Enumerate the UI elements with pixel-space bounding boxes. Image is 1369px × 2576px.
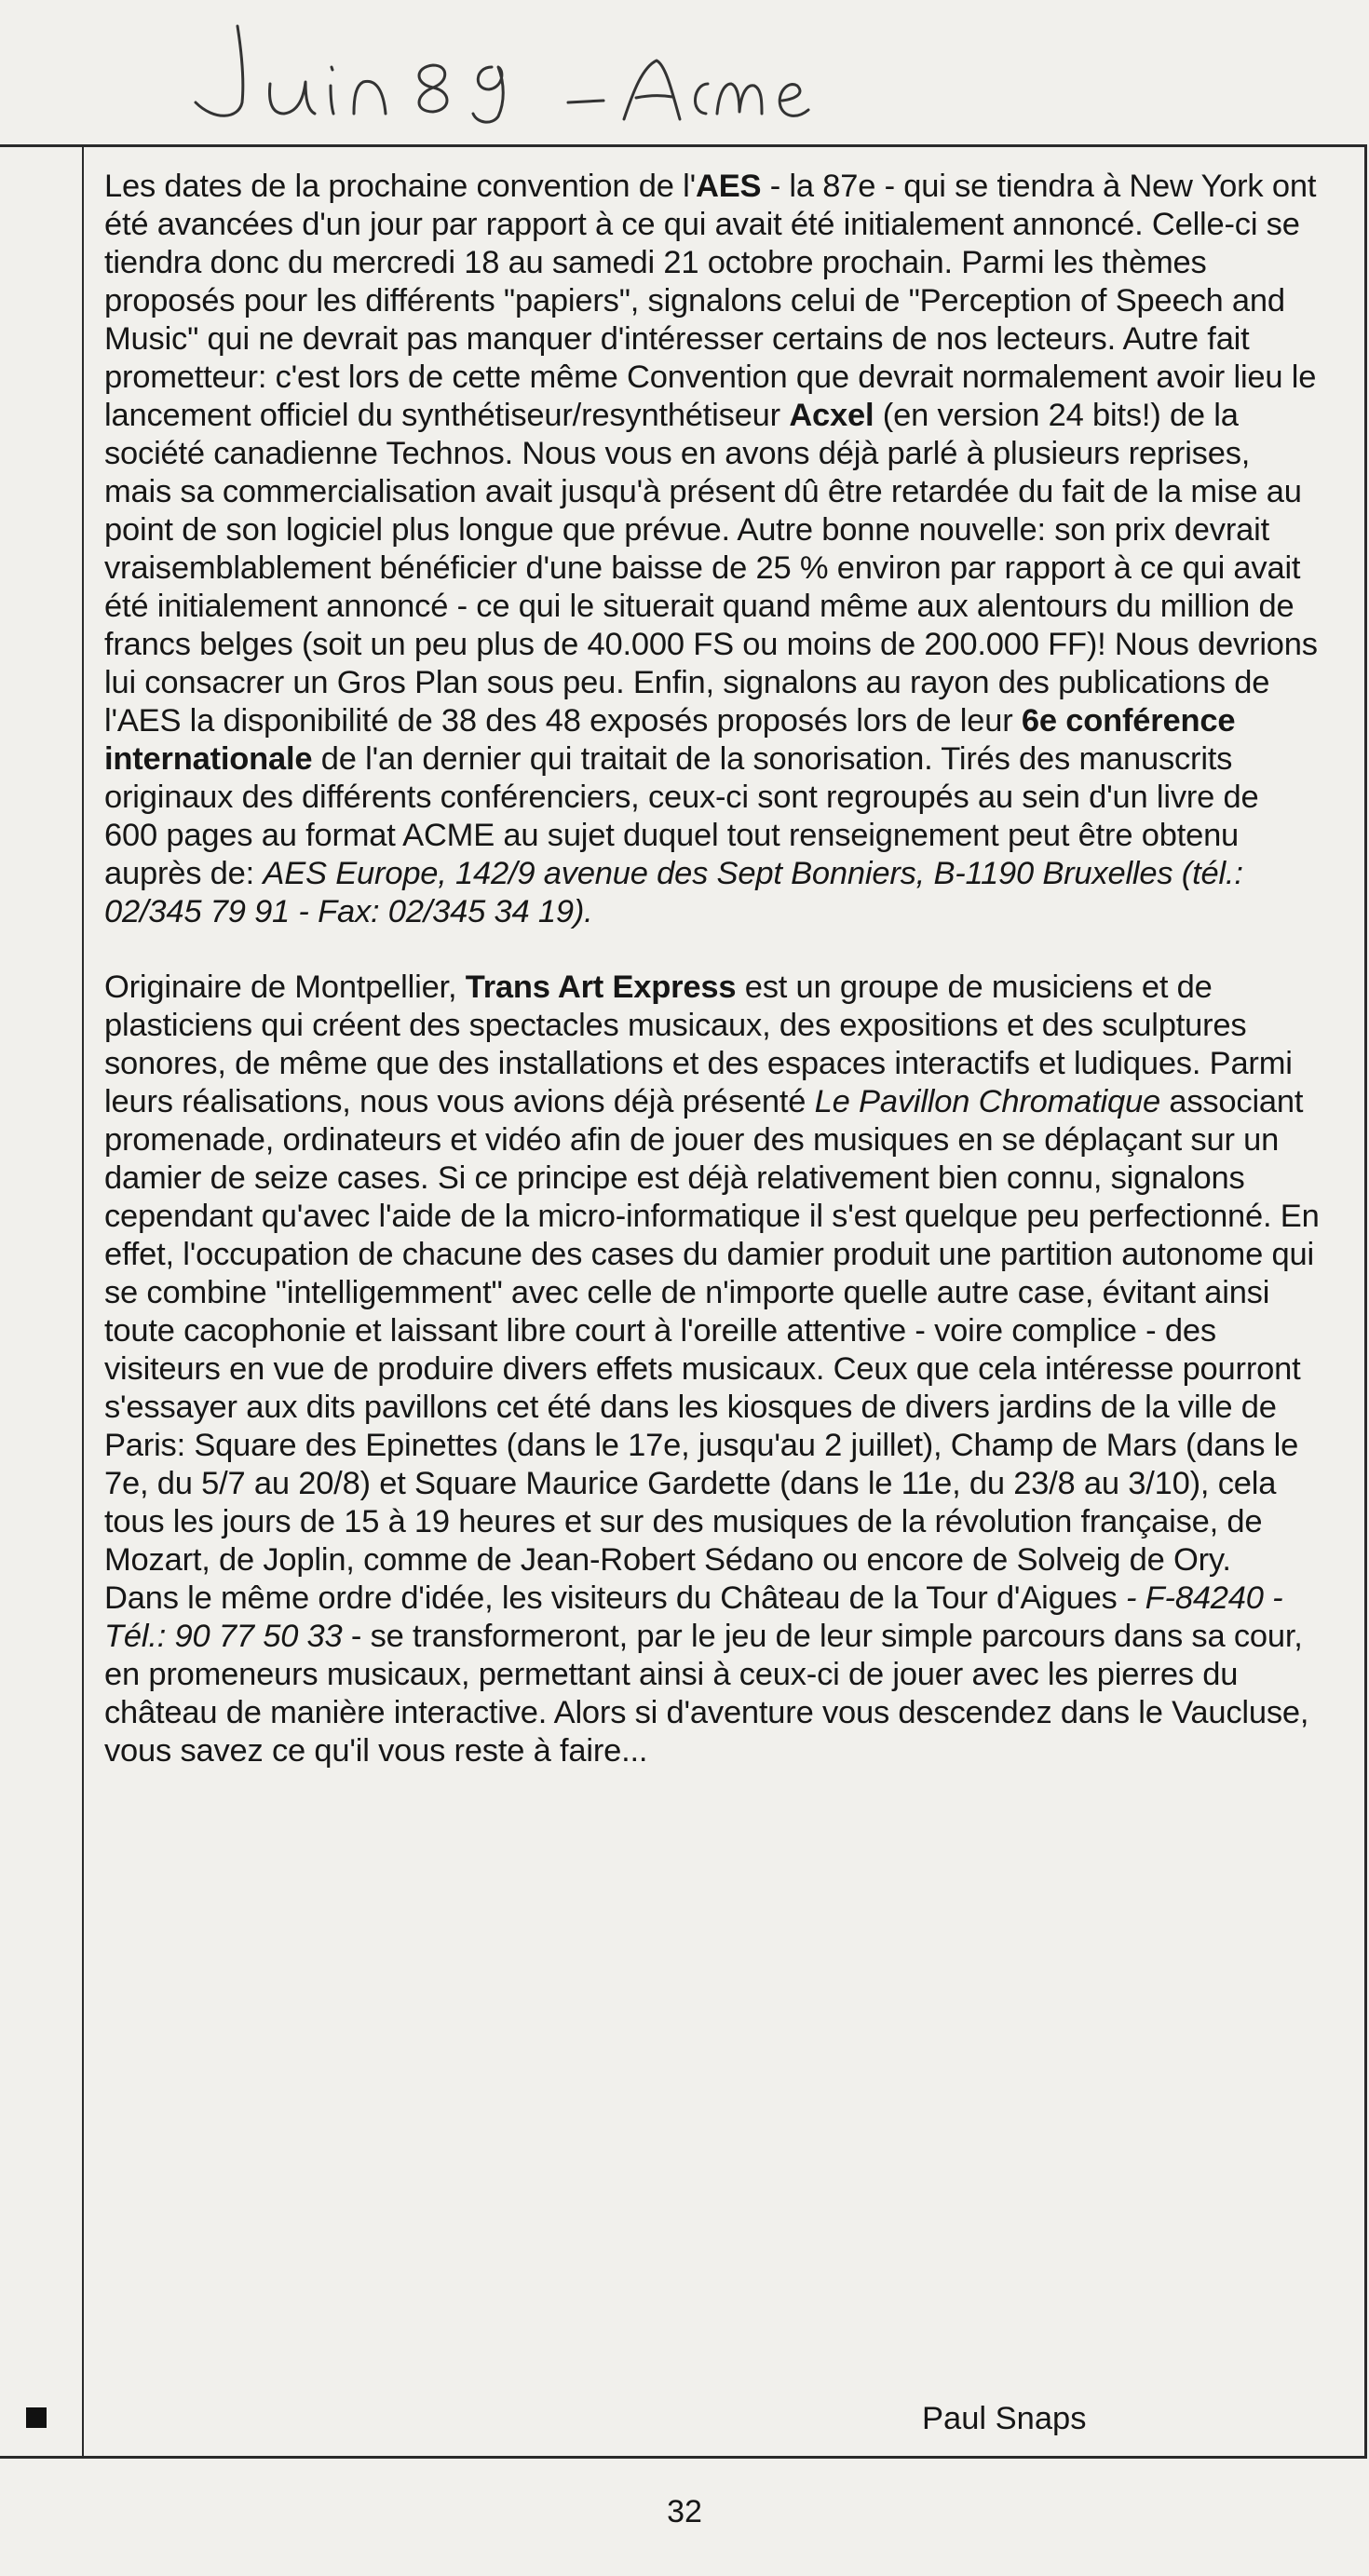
text-run: (en version 24 bits!) de la société canadienne Technos. Nous vous en avons déjà parlé à plusieurs reprises, mais sa commercialisation avait jusqu'à présent dû être retardée du fait de la mise au point de son logiciel plus longue que prévue. Autre bonne nouvelle: son prix devrait vraisemblablement bénéficier d'une baisse de 25 % environ par rapport à ce qui avait été initialement annoncé - ce qui le situerait quand même aux alentours du million de francs belges (soit un peu plus de 40.000 FS ou moins de 200.000 FF)! Nous devrions lui consacrer un Gros Plan sous peu. Enfin, signalons au rayon des publications de l'AES la disponibilité de 38 des 48 exposés proposés lors de leur xyxy=(104,398,1318,739)
text-run-pavillon: Le Pavillon Chromatique xyxy=(814,1084,1160,1119)
text-run: - la 87e - qui se tiendra à New York ont été avancées d'un jour par rapport à ce qui avait été initialement annoncé. Celle-ci se tiendra donc du mercredi 18 au samedi 21 octobre prochain. Parmi les thèmes proposés pour les différents "papiers", signalons celui de "Perception of Speech and Music" qui ne devrait pas manquer d'intéresser certains de nos lecteurs. Autre fait prometteur: c'est lors de cette même Convention que devrait normalement avoir lieu le lancement officiel du synthétiseur/resynthétiseur xyxy=(104,169,1317,433)
paragraph-chateau xyxy=(104,1579,1320,1770)
text-run: associant promenade, ordinateurs et vidéo afin de jouer des musiques en se déplaçant sur un damier de seize cases. Si ce principe est déjà relativement bien connu, signalons cependant qu'avec l'aide de la micro-informatique il s'est quelque peu perfectionné. En effet, l'occupation de chacune des cases du damier produit une partition autonome qui se combine "intelligemment" avec celle de n'importe quelle autre case, évitant ainsi toute cacophonie et laissant libre court à l'oreille attentive - voire complice - des visiteurs en vue de produire divers effets musicaux. Ceux que cela intéresse pourront s'essayer aux dits pavillons cet été dans les kiosques de divers jardins de la ville de Paris: Square des Epinettes (dans le 17e, jusqu'au 2 juillet), Champ de Mars (dans le 7e, du 5/7 au 20/8) et Square Maurice Gardette (dans le 11e, du 23/8 au 3/10), cela tous les jours de 15 à 19 heures et sur des musiques de la révolution française, de Mozart, de Joplin, comme de Jean-Robert Sédano ou encore de Solveig de Ory. xyxy=(104,1084,1320,1578)
article-body xyxy=(104,168,1320,1770)
text-run-address: AES Europe, 142/9 avenue des Sept Bonniers, B-1190 Bruxelles (tél.: 02/345 79 91 - Fax: 02/345 34 19). xyxy=(104,856,1243,929)
page-number: 32 xyxy=(667,2494,702,2529)
handwritten-note xyxy=(140,9,847,149)
paragraph-gap xyxy=(104,931,1320,969)
paragraph-aes xyxy=(104,168,1320,931)
column-rule xyxy=(82,144,84,2459)
text-run: Originaire de Montpellier, xyxy=(104,969,466,1005)
text-run-acxel: Acxel xyxy=(789,398,874,433)
text-run-aes: AES xyxy=(695,169,762,204)
text-run: Dans le même ordre d'idée, les visiteurs du Château de la Tour d'Aigues xyxy=(104,1580,1126,1616)
text-run-phone: - F-84240 - Tél.: 90 77 50 33 xyxy=(104,1580,1283,1654)
text-run-conference: 6e conférence internationale xyxy=(104,703,1236,777)
author-signature: Paul Snaps xyxy=(922,2401,1087,2436)
text-run: Les dates de la prochaine convention de l' xyxy=(104,169,696,204)
text-run: - se transformeront, par le jeu de leur simple parcours dans sa cour, en promeneurs musicaux, permettant ainsi à ceux-ci de jouer avec les pierres du château de manière interactive. Alors si d'aventure vous descendez dans le Vaucluse, vous savez ce qu'il vous reste à faire... xyxy=(104,1619,1309,1769)
black-square-icon xyxy=(26,2407,47,2428)
text-run: de l'an dernier qui traitait de la sonorisation. Tirés des manuscrits originaux des différents conférenciers, ceux-ci sont regroupés au sein d'un livre de 600 pages au format ACME au sujet duquel tout renseignement peut être obtenu auprès de: xyxy=(104,741,1259,891)
text-run: est un groupe de musiciens et de plasticiens qui créent des spectacles musicaux, des expositions et des sculptures sonores, de même que des installations et des espaces interactifs et ludiques. Parmi leurs réalisations, nous vous avions déjà présenté xyxy=(104,969,1293,1119)
paragraph-trans-art-express xyxy=(104,969,1320,1579)
text-run-trans-art-express: Trans Art Express xyxy=(465,969,737,1005)
